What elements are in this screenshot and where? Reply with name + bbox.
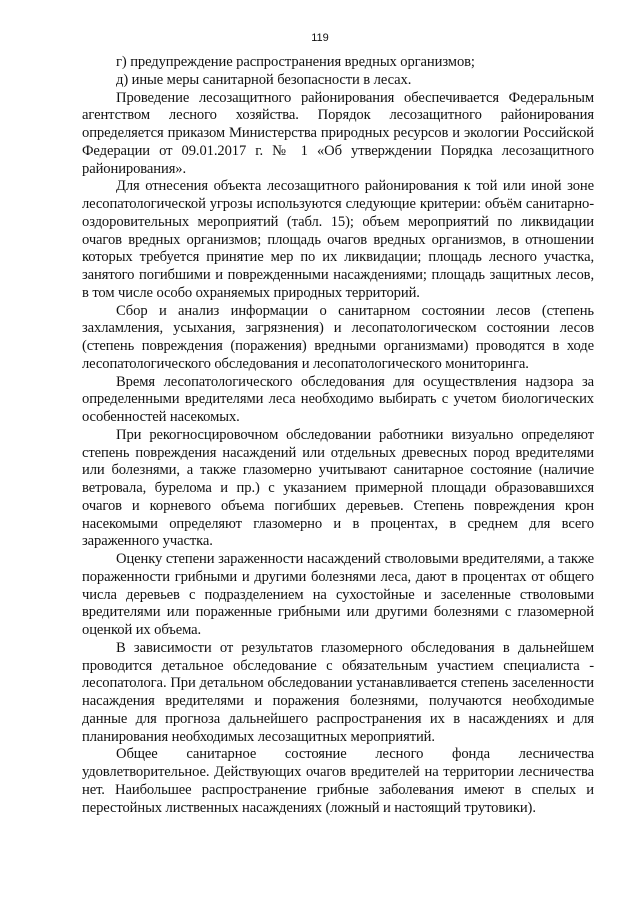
paragraph-information-collection: Сбор и анализ информации о санитарном состоянии лесов (степень захламления, усыхания, загрязнения) и лесопатологическом состоянии лесов (степень повреждения (поражения) вредными организмами) проводятся в ходе лесопатологического обследования и лесопатологического мониторинга. — [82, 302, 594, 372]
paragraph-threat-criteria: Для отнесения объекта лесозащитного районирования к той или иной зоне лесопатологической угрозы используются следующие критерии: объём санитарно-оздоровительных мероприятий (табл. 15); объем мероприятий по ликвидации очагов вредных организмов; площадь очагов вредных организмов, в отношении которых требуется принятие мер по их ликвидации; площадь лесного участка, занятого погибшими и поврежденными насаждениями; площадь защитных лесов, в том числе особо охраняемых природных территорий. — [82, 178, 594, 301]
paragraph-survey-timing: Время лесопатологического обследования для осуществления надзора за определенными вредителями леса необходимо выбирать с учетом биологических особенностей насекомых. — [82, 373, 594, 425]
paragraph-list-item-g: г) предупреждение распространения вредных организмов; — [116, 54, 475, 70]
paragraph-infestation-assessment: Оценку степени зараженности насаждений стволовыми вредителями, а также пораженности грибными и другими болезнями леса, дают в процентах от общего числа деревьев с подразделением на сухостойные и заселенные стволовыми вредителями или пораженные грибными или другими болезнями с глазомерной оценкой их объема. — [82, 551, 594, 638]
paragraph-list-item-d: д) иные меры санитарной безопасности в лесах. — [116, 71, 412, 88]
paragraph-sanitary-state: Общее санитарное состояние лесного фонда лесничества удовлетворительное. Действующих очагов вредителей на территории лесничества нет. Наибольшее распространение грибные заболевания имеют в спелых и перестойных лиственных насаждениях (ложный и настоящий трутовики). — [82, 746, 594, 816]
paragraph-reconnaissance-survey: При рекогносцировочном обследовании работники визуально определяют степень повреждения насаждений или отдельных древесных пород вредителями или болезнями, а также глазомерно учитывают санитарное состояние (наличие ветровала, бурелома и пр.) с указанием примерной площади образовавшихся очагов и корневого объема погибших деревьев. Степень повреждения крон насекомыми определяют глазомерно и в процентах, в среднем для всего зараженного участка. — [82, 426, 594, 550]
document-body — [82, 54, 594, 817]
page-number: 119 — [311, 32, 329, 44]
paragraph-detailed-survey: В зависимости от результатов глазомерного обследования в дальнейшем проводится детальное обследование с обязательным участием специалиста - лесопатолога. При детальном обследовании устанавливается степень заселенности насаждения вредителями и поражения болезнями, получаются необходимые данные для прогноза дальнейшего распространения их в насаждениях и для планирования необходимых лесозащитных мероприятий. — [82, 639, 594, 745]
paragraph-zoning-authority: Проведение лесозащитного районирования обеспечивается Федеральным агентством лесного хозяйства. Порядок лесозащитного районирования определяется приказом Министерства природных ресурсов и экологии Российской Федерации от 09.01.2017 г. № 1 «Об утверждении Порядка лесозащитного районирования». — [82, 89, 594, 177]
